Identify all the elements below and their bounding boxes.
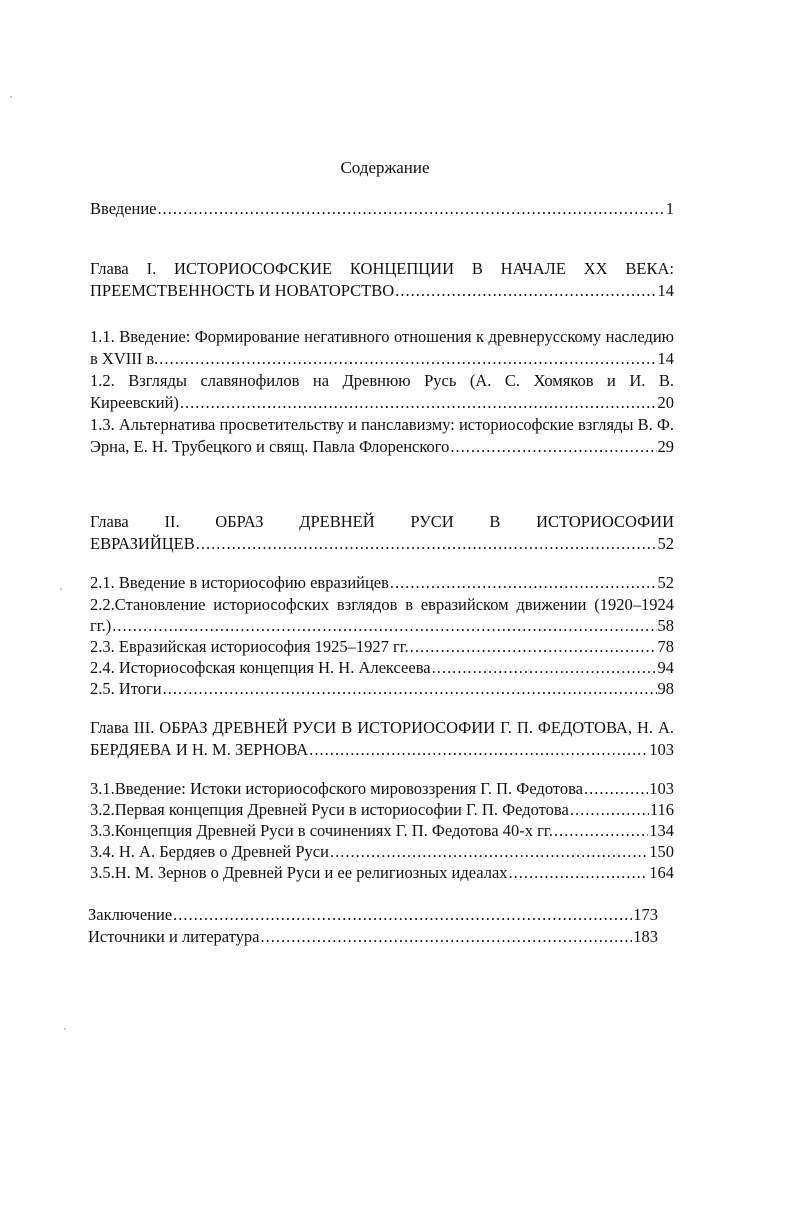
toc-entry-text: ЕВРАЗИЙЦЕВ [90, 534, 195, 553]
toc-page-number: 94 [657, 658, 674, 677]
toc-page-number: 58 [657, 616, 674, 635]
chapter-2-heading-line-1[interactable]: Глава II. ОБРАЗ ДРЕВНЕЙ РУСИ В ИСТОРИОСОФИИ [90, 512, 674, 531]
chapter-1-heading-line-1[interactable]: Глава I. ИСТОРИОСОФСКИЕ КОНЦЕПЦИИ В НАЧАЛЕ XX ВЕКА: [90, 259, 674, 278]
toc-entry-3-3[interactable] [90, 820, 674, 842]
toc-page-number: 14 [657, 281, 674, 300]
page-title: Содержание [340, 158, 430, 177]
toc-entry-1-2-line-2[interactable] [90, 392, 674, 414]
toc-entry-1-2-line-1[interactable]: 1.2. Взгляды славянофилов на Древнюю Русь (А. С. Хомяков и И. В. [90, 371, 674, 390]
leader-dots [390, 572, 657, 594]
toc-entry-text: 2.1. Введение в историософию евразийцев [90, 573, 389, 592]
toc-entry-3-5[interactable] [90, 862, 674, 884]
toc-entry-2-5[interactable] [90, 678, 674, 700]
leader-dots [570, 799, 649, 821]
toc-entry-text: 3.5.Н. М. Зернов о Древней Руси и ее религиозных идеалах [90, 863, 508, 882]
leader-dots [509, 862, 649, 884]
toc-entry-conclusion[interactable] [88, 904, 658, 926]
toc-entry-1-1-line-1[interactable]: 1.1. Введение: Формирование негативного отношения к древнерусскому наследию [90, 327, 674, 346]
toc-page-number: 52 [657, 534, 674, 553]
toc-entry-2-2-line-2[interactable] [90, 615, 674, 637]
leader-dots [330, 841, 648, 863]
toc-page-number: 78 [657, 637, 674, 656]
toc-page-number: 103 [649, 740, 674, 759]
toc-entry-2-4[interactable] [90, 657, 674, 679]
toc-page-number: 29 [657, 437, 674, 456]
toc-entry-text: в XVIII в. [90, 349, 159, 368]
toc-entry-2-3[interactable] [90, 636, 674, 658]
leader-dots [180, 392, 657, 414]
leader-dots [395, 280, 656, 302]
toc-entry-3-1[interactable] [90, 778, 674, 800]
chapter-3-heading-line-1[interactable]: Глава III. ОБРАЗ ДРЕВНЕЙ РУСИ В ИСТОРИОСОФИИ Г. П. ФЕДОТОВА, Н. А. [90, 718, 674, 737]
toc-page-number: 116 [649, 800, 674, 819]
leader-dots [112, 615, 656, 637]
leader-dots [158, 198, 665, 220]
toc-entry-intro[interactable] [90, 198, 674, 220]
toc-page-number: 150 [649, 842, 674, 861]
toc-entry-1-3-line-2[interactable] [90, 436, 674, 458]
leader-dots [196, 533, 657, 555]
toc-page-number: 1 [665, 199, 674, 218]
toc-entry-sources[interactable] [88, 926, 658, 948]
scan-speck [60, 588, 62, 590]
toc-page-number: 14 [657, 349, 674, 368]
toc-entry-text: 2.3. Евразийская историософия 1925–1927 гг. [90, 637, 409, 656]
toc-entry-3-2[interactable] [90, 799, 674, 821]
toc-entry-text: гг.) [90, 616, 112, 635]
leader-dots [309, 739, 648, 761]
toc-entry-1-1-line-2[interactable] [90, 348, 674, 370]
toc-entry-text: 2.5. Итоги [90, 679, 162, 698]
toc-entry-1-3-line-1[interactable]: 1.3. Альтернатива просветительству и панславизму: историософские взгляды В. Ф. [90, 415, 675, 434]
toc-entry-text: ПРЕЕМСТВЕННОСТЬ И НОВАТОРСТВО [90, 281, 395, 300]
toc-entry-text: 3.4. Н. А. Бердяев о Древней Руси [90, 842, 329, 861]
toc-entry-text: 2.4. Историософская концепция Н. Н. Алексеева [90, 658, 431, 677]
toc-page-number: 164 [649, 863, 674, 882]
leader-dots [159, 348, 656, 370]
toc-entry-text: Эрна, Е. Н. Трубецкого и свящ. Павла Флоренского [90, 437, 450, 456]
toc-page-number: 52 [657, 573, 674, 592]
toc-entry-text: 3.2.Первая концепция Древней Руси в историософии Г. П. Федотова [90, 800, 569, 819]
toc-page-number: 183 [633, 927, 658, 946]
toc-entry-text: БЕРДЯЕВА И Н. М. ЗЕРНОВА [90, 740, 309, 759]
toc-page-number: 98 [657, 679, 674, 698]
toc-entry-text: Заключение [88, 905, 173, 924]
toc-entry-text: Киреевский) [90, 393, 179, 412]
chapter-2-heading-line-2[interactable] [90, 533, 674, 555]
leader-dots [584, 778, 648, 800]
toc-entry-text: Введение [90, 199, 157, 218]
toc-page-number: 173 [633, 905, 658, 924]
toc-entry-3-4[interactable] [90, 841, 674, 863]
chapter-1-heading-line-2[interactable] [90, 280, 674, 302]
leader-dots [410, 636, 657, 658]
toc-page-number: 20 [657, 393, 674, 412]
leader-dots [450, 436, 656, 458]
toc-entry-text: 3.1.Введение: Истоки историософского мировоззрения Г. П. Федотова [90, 779, 583, 798]
leader-dots [261, 926, 633, 948]
toc-entry-2-1[interactable] [90, 572, 674, 594]
chapter-3-heading-line-2[interactable] [90, 739, 674, 761]
toc-page-number: 134 [649, 821, 674, 840]
toc-entry-2-2-line-1[interactable]: 2.2.Становление историософских взглядов в евразийском движении (1920–1924 [90, 595, 674, 614]
toc-page-number: 103 [649, 779, 674, 798]
leader-dots [432, 657, 657, 679]
leader-dots [554, 820, 648, 842]
scan-speck [64, 1028, 66, 1030]
toc-entry-text: Источники и литература [88, 927, 260, 946]
scan-speck [10, 96, 12, 98]
leader-dots [173, 904, 632, 926]
toc-entry-text: 3.3.Концепция Древней Руси в сочинениях Г. П. Федотова 40-х гг. [90, 821, 553, 840]
leader-dots [163, 678, 657, 700]
